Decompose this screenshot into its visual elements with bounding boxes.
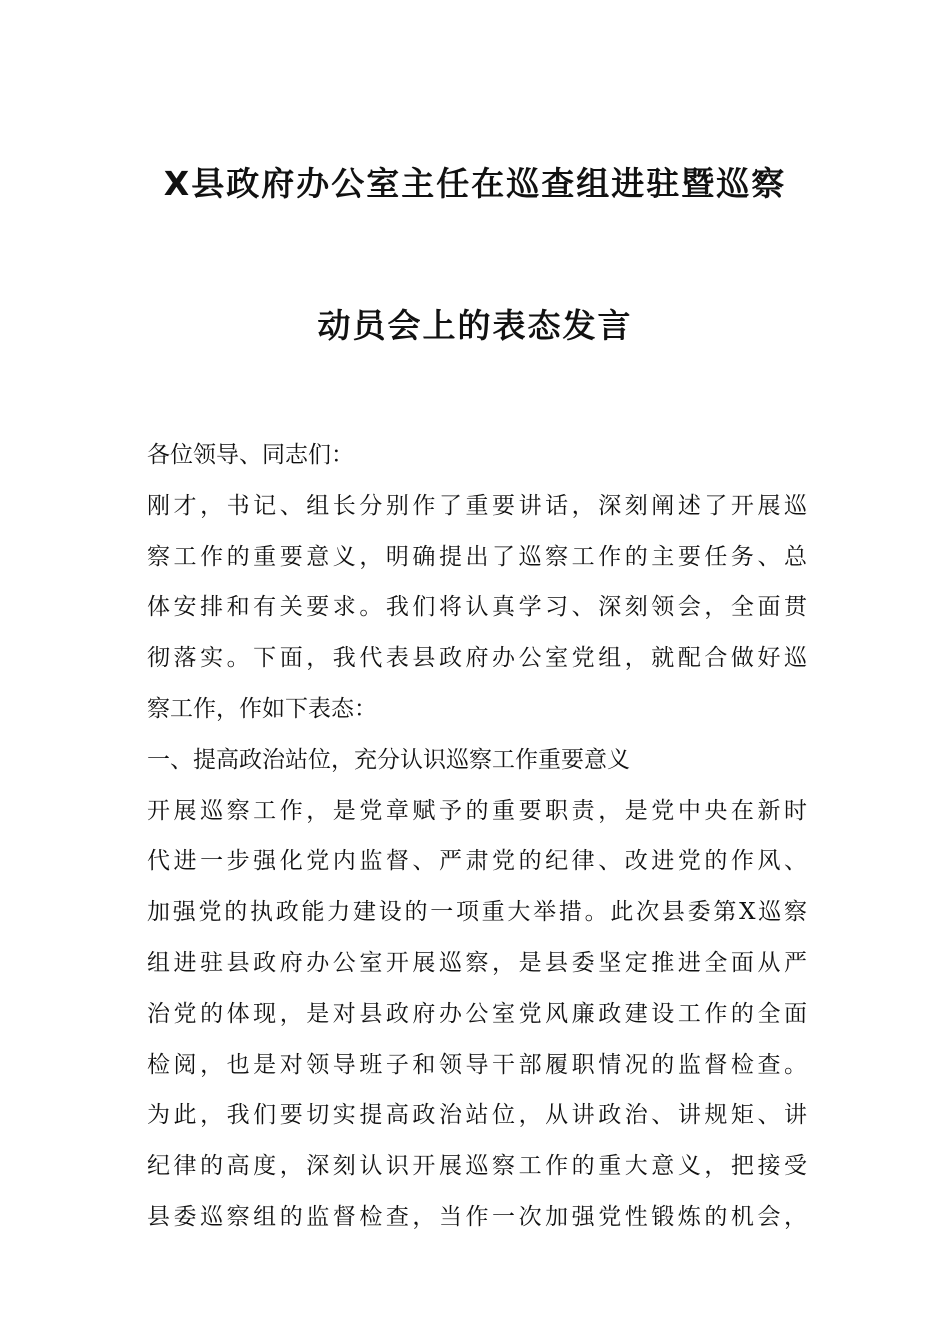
body-line: 组进驻县政府办公室开展巡察，是县委坚定推进全面从严 <box>147 949 807 976</box>
body-line: 为此，我们要切实提高政治站位，从讲政治、讲规矩、讲 <box>147 1102 807 1129</box>
document-body <box>147 430 807 1243</box>
document-title-line-1: X县政府办公室主任在巡查组进驻暨巡察 <box>163 164 787 203</box>
body-line: 县委巡察组的监督检查，当作一次加强党性锻炼的机会， <box>147 1203 807 1230</box>
body-line: 纪律的高度，深刻认识开展巡察工作的重大意义，把接受 <box>147 1153 807 1180</box>
body-line: 体安排和有关要求。我们将认真学习、深刻领会，全面贯 <box>147 594 807 621</box>
body-line: 代进一步强化党内监督、严肃党的纪律、改进党的作风、 <box>147 848 807 875</box>
salutation-line: 各位领导、同志们： <box>147 442 354 468</box>
section-heading: 一、提高政治站位，充分认识巡察工作重要意义 <box>147 746 630 773</box>
body-line: 治党的体现，是对县政府办公室党风廉政建设工作的全面 <box>147 1000 807 1027</box>
body-line: 刚才，书记、组长分别作了重要讲话，深刻阐述了开展巡 <box>147 492 807 519</box>
document-title-line-2: 动员会上的表态发言 <box>317 306 633 345</box>
body-line: 彻落实。下面，我代表县政府办公室党组，就配合做好巡 <box>147 645 807 672</box>
body-line: 加强党的执政能力建设的一项重大举措。此次县委第X巡察 <box>147 899 807 926</box>
body-line: 察工作的重要意义，明确提出了巡察工作的主要任务、总 <box>147 543 807 570</box>
body-line: 检阅，也是对领导班子和领导干部履职情况的监督检查。 <box>147 1051 807 1078</box>
body-line: 开展巡察工作，是党章赋予的重要职责，是党中央在新时 <box>147 797 807 824</box>
body-line: 察工作，作如下表态： <box>147 695 377 722</box>
